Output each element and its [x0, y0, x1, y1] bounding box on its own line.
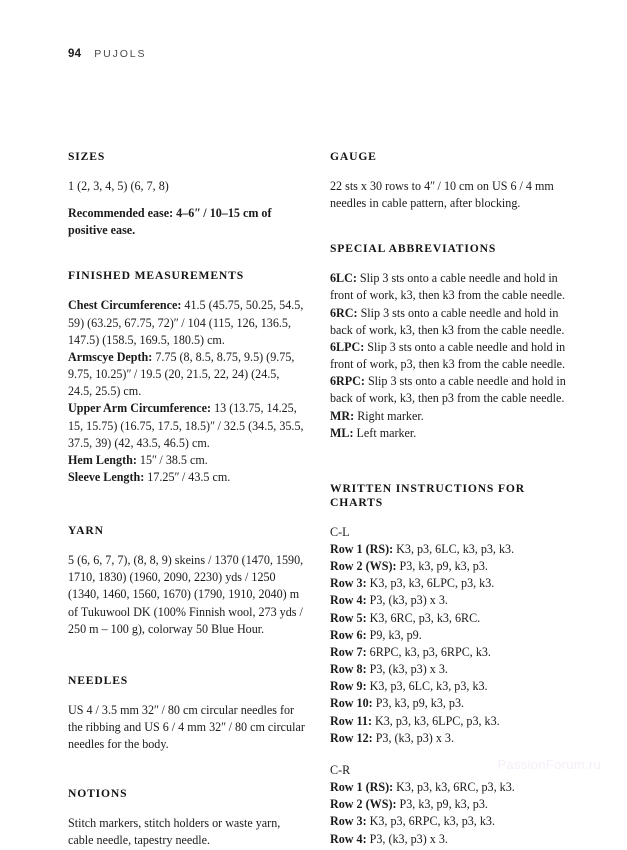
- row-label: Row 8:: [330, 662, 367, 677]
- abbreviation-item: [330, 339, 568, 373]
- abbreviation-label: ML:: [330, 425, 354, 440]
- row-value: P3, k3, p9, k3, p3.: [372, 696, 465, 711]
- row-label: Row 10:: [330, 696, 373, 711]
- row-value: K3, p3, 6LC, k3, p3, k3.: [393, 541, 515, 556]
- section-gauge: [330, 150, 568, 212]
- measurement-label: Chest Circumference:: [68, 298, 182, 313]
- measurement-value: 41.5 (45.75, 50.25, 54.5, 59) (63.25, 67.75, 72)ʺ / 104 (115, 126, 136.5, 147.5) (158.5, 169.5, 180.5) cm.: [68, 298, 304, 347]
- special-abbreviations-heading: SPECIAL ABBREVIATIONS: [330, 242, 497, 256]
- abbreviation-item: [330, 305, 568, 339]
- body-columns: [68, 150, 568, 850]
- abbreviation-item: [330, 425, 568, 442]
- measurement-item: [68, 400, 306, 452]
- gauge-heading: GAUGE: [330, 150, 377, 163]
- abbreviation-value: Right marker.: [354, 408, 424, 423]
- abbreviation-item: [330, 270, 568, 304]
- section-finished-measurements: [68, 269, 306, 486]
- yarn-text: 5 (6, 6, 7, 7), (8, 8, 9) skeins / 1370 (1470, 1590, 1710, 1830) (1960, 2090, 2230) yds / 1250 (1340, 1460, 1560, 1670) (1790, 1910, 2040) m of Tukuwool DK (100% Finnish wool, 273 yds / 250 m – 100 g), colorway 50 Blue Hour.: [68, 553, 304, 636]
- abbreviation-value: Slip 3 sts onto a cable needle and hold in back of work, k3, then p3 from the cable needle.: [330, 374, 566, 406]
- measurement-item: [68, 349, 306, 401]
- measurement-item: [68, 452, 306, 469]
- measurement-value: 7.75 (8, 8.5, 8.75, 9.5) (9.75, 9.75, 10.25)ʺ / 19.5 (20, 21.5, 22, 24) (24.5, 24.5, 25.5) cm.: [68, 349, 295, 399]
- measurement-label: Upper Arm Circumference:: [68, 401, 212, 416]
- abbreviation-value: Slip 3 sts onto a cable needle and hold in front of work, p3, then k3 from the cable needle.: [330, 339, 566, 372]
- row-value: K3, 6RC, p3, k3, 6RC.: [366, 610, 481, 625]
- chart-name: C-L: [330, 524, 350, 539]
- row-label: Row 1 (RS):: [330, 780, 394, 795]
- abbreviation-label: 6RPC:: [330, 374, 365, 389]
- measurement-item: [68, 469, 306, 486]
- chart-row: [330, 713, 568, 730]
- abbreviation-label: 6LC:: [330, 271, 357, 286]
- needles-heading: NEEDLES: [68, 673, 129, 687]
- abbreviation-label: 6LPC:: [330, 339, 365, 354]
- chart-row: [330, 610, 568, 627]
- chart-name: C-R: [330, 762, 351, 777]
- abbreviation-value: Slip 3 sts onto a cable needle and hold in front of work, k3, then k3 from the cable needle.: [330, 271, 566, 303]
- section-needles: [68, 674, 306, 753]
- row-value: P3, (k3, p3) x 3.: [366, 593, 448, 608]
- row-value: P3, k3, p9, k3, p3.: [396, 797, 488, 812]
- row-label: Row 1 (RS):: [330, 541, 394, 556]
- row-label: Row 6:: [330, 627, 367, 642]
- abbreviation-value: Slip 3 sts onto a cable needle and hold in back of work, k3, then k3 from the cable needle.: [330, 305, 565, 337]
- measurement-label: Armscye Depth:: [68, 349, 153, 364]
- abbreviation-value: Left marker.: [353, 425, 417, 440]
- measurement-value: 17.25ʺ / 43.5 cm.: [144, 470, 231, 485]
- chart-row: [330, 541, 568, 558]
- row-label: Row 4:: [330, 593, 367, 608]
- chart-row: [330, 779, 568, 796]
- chart-row: [330, 831, 568, 848]
- site-watermark: PassionForum.ru: [497, 757, 601, 772]
- row-value: P3, k3, p9, k3, p3.: [396, 559, 488, 574]
- needles-text: US 4 / 3.5 mm 32ʺ / 80 cm circular needles for the ribbing and US 6 / 4 mm 32ʺ / 80 cm circular needles for the body.: [68, 702, 305, 752]
- measurement-value: 15ʺ / 38.5 cm.: [136, 452, 208, 467]
- measurement-label: Sleeve Length:: [68, 470, 145, 485]
- row-value: K3, p3, 6LC, k3, p3, k3.: [366, 679, 488, 694]
- row-label: Row 11:: [330, 713, 372, 728]
- row-label: Row 2 (WS):: [330, 797, 397, 812]
- finished-measurements-heading: FINISHED MEASUREMENTS: [68, 269, 245, 283]
- running-header: [68, 48, 146, 60]
- chart-row: [330, 575, 568, 592]
- row-value: 6RPC, k3, p3, 6RPC, k3.: [366, 644, 491, 659]
- recommended-ease-line: Recommended ease: 4–6ʺ / 10–15 cm of positive ease.: [68, 206, 272, 238]
- abbreviation-label: 6RC:: [330, 305, 358, 320]
- measurement-item: [68, 297, 306, 349]
- row-value: P3, (k3, p3) x 3.: [366, 831, 448, 846]
- section-yarn: [68, 524, 306, 638]
- row-label: Row 5:: [330, 610, 367, 625]
- left-column: [68, 150, 306, 850]
- row-value: P9, k3, p9.: [366, 627, 422, 642]
- section-special-abbreviations: [330, 242, 568, 442]
- row-label: Row 9:: [330, 679, 367, 694]
- notions-text: Stitch markers, stitch holders or waste yarn, cable needle, tapestry needle.: [68, 816, 281, 848]
- row-value: P3, (k3, p3) x 3.: [372, 730, 454, 745]
- written-instructions-heading: WRITTEN INSTRUCTIONS FOR CHARTS: [330, 481, 525, 509]
- chart-row: [330, 592, 568, 609]
- chart-row: [330, 644, 568, 661]
- yarn-heading: YARN: [68, 524, 104, 538]
- abbreviation-item: [330, 373, 568, 407]
- gauge-text: 22 sts x 30 rows to 4ʺ / 10 cm on US 6 / 4 mm needles in cable pattern, after blocking.: [330, 178, 554, 211]
- row-label: Row 7:: [330, 644, 367, 659]
- section-notions: [68, 787, 306, 849]
- row-value: K3, p3, k3, 6RC, p3, k3.: [393, 780, 515, 795]
- running-head-title: PUJOLS: [94, 48, 147, 60]
- sizes-heading: SIZES: [68, 150, 106, 163]
- measurement-label: Hem Length:: [68, 452, 137, 467]
- chart-row: [330, 678, 568, 695]
- row-label: Row 3:: [330, 814, 367, 829]
- page-number: 94: [68, 48, 82, 60]
- notions-heading: NOTIONS: [68, 787, 128, 801]
- chart-row: [330, 796, 568, 813]
- chart-row: [330, 695, 568, 712]
- row-label: Row 2 (WS):: [330, 559, 397, 574]
- row-value: P3, (k3, p3) x 3.: [366, 662, 448, 677]
- row-label: Row 4:: [330, 831, 367, 846]
- abbreviation-label: MR:: [330, 408, 355, 423]
- section-sizes: [68, 150, 306, 239]
- chart-row: [330, 558, 568, 575]
- row-label: Row 12:: [330, 730, 373, 745]
- chart-row: [330, 813, 568, 830]
- right-column: [330, 150, 568, 850]
- row-label: Row 3:: [330, 576, 367, 591]
- measurement-value: 13 (13.75, 14.25, 15, 15.75) (16.75, 17.5, 18.5)ʺ / 32.5 (34.5, 35.5, 37.5, 39) (42, 43.5, 46.5) cm.: [68, 401, 304, 450]
- abbreviation-item: [330, 408, 568, 425]
- row-value: K3, p3, 6RPC, k3, p3, k3.: [366, 814, 495, 829]
- sizes-line: 1 (2, 3, 4, 5) (6, 7, 8): [68, 178, 169, 193]
- row-value: K3, p3, k3, 6LPC, p3, k3.: [366, 576, 495, 591]
- chart-row: [330, 627, 568, 644]
- chart-row: [330, 730, 568, 747]
- row-value: K3, p3, k3, 6LPC, p3, k3.: [372, 713, 500, 728]
- section-written-instructions: [330, 482, 568, 848]
- chart-row: [330, 661, 568, 678]
